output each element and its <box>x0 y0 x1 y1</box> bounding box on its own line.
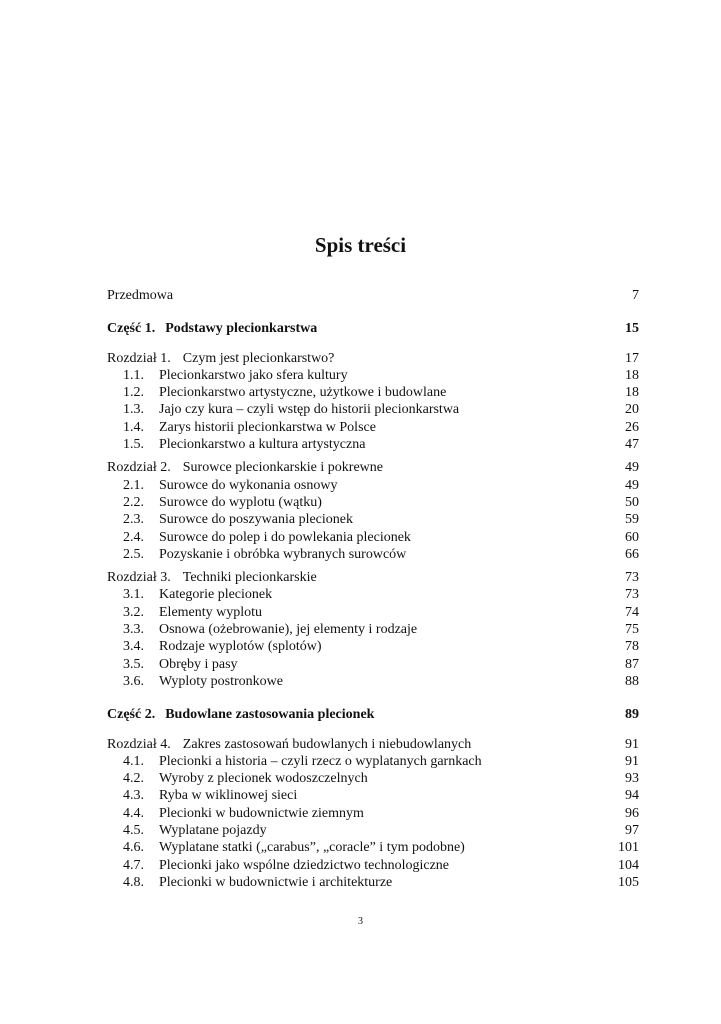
toc-entry-label: Surowce do poszywania plecionek <box>159 512 353 528</box>
toc-entry-number: 1.1. <box>123 367 144 383</box>
toc-entry-number: Rozdział 2. <box>107 460 171 476</box>
toc-entry-number: 1.2. <box>123 385 144 401</box>
toc-entry-label: Surowce plecionkarskie i pokrewne <box>182 460 383 476</box>
toc-entry-page: 17 <box>625 350 639 366</box>
toc-entry-chap[interactable] <box>107 459 639 476</box>
toc-entry-label: Plecionki w budownictwie i architekturze <box>159 874 393 890</box>
toc-entry-label: Wyplatane statki („carabus”, „coracle” i tym podobne) <box>159 840 465 856</box>
toc-entry-label: Plecionki a historia – czyli rzecz o wyplatanych garnkach <box>159 753 482 769</box>
toc-entry-number: Rozdział 3. <box>107 570 171 586</box>
toc-entry-plain[interactable] <box>107 287 639 304</box>
toc-entry-sec[interactable] <box>107 529 639 546</box>
toc-entry-page: 87 <box>625 656 639 672</box>
toc-entry-page: 97 <box>625 823 639 839</box>
toc-entry-label: Plecionkarstwo a kultura artystyczna <box>159 437 366 453</box>
toc-entry-number: 4.6. <box>123 840 144 856</box>
toc-entry-page: 73 <box>625 570 639 586</box>
toc-entry-sec[interactable] <box>107 787 639 804</box>
toc-entry-number: Część 2. <box>107 707 156 723</box>
toc-entry-page: 60 <box>625 529 639 545</box>
toc-entry-page: 91 <box>625 736 639 752</box>
toc-entry-label: Wyplatane pojazdy <box>159 823 267 839</box>
toc-entry-number: 3.4. <box>123 639 144 655</box>
toc-entry-sec[interactable] <box>107 494 639 511</box>
toc-entry-sec[interactable] <box>107 367 639 384</box>
toc-entry-sec[interactable] <box>107 753 639 770</box>
toc-entry-page: 47 <box>625 437 639 453</box>
toc-entry-number: 2.4. <box>123 529 144 545</box>
toc-entry-number: 1.4. <box>123 419 144 435</box>
toc-entry-sec[interactable] <box>107 638 639 655</box>
toc-entry-label: Surowce do polep i do powlekania plecionek <box>159 529 411 545</box>
toc-entry-sec[interactable] <box>107 546 639 563</box>
toc-entry-page: 89 <box>625 707 639 723</box>
page-number: 3 <box>358 916 363 927</box>
toc-entry-number: 4.7. <box>123 857 144 873</box>
toc-entry-page: 75 <box>625 622 639 638</box>
toc-entry-sec[interactable] <box>107 822 639 839</box>
toc-entry-sec[interactable] <box>107 384 639 401</box>
toc-entry-number: 2.1. <box>123 477 144 493</box>
toc-entry-sec[interactable] <box>107 673 639 690</box>
toc-entry-page: 73 <box>625 587 639 603</box>
toc-entry-sec[interactable] <box>107 604 639 621</box>
toc-entry-number: 2.2. <box>123 494 144 510</box>
toc-entry-sec[interactable] <box>107 621 639 638</box>
toc-entry-sec[interactable] <box>107 419 639 436</box>
toc-entry-chap[interactable] <box>107 736 639 753</box>
toc-entry-page: 96 <box>625 805 639 821</box>
toc-entry-label: Wyploty postronkowe <box>159 673 283 689</box>
toc-entry-page: 7 <box>632 288 639 303</box>
toc-entry-part[interactable] <box>107 320 639 337</box>
toc-entry-number: 4.8. <box>123 874 144 890</box>
toc-entry-number: 3.3. <box>123 622 144 638</box>
toc-entry-number: 4.4. <box>123 805 144 821</box>
toc-entry-sec[interactable] <box>107 586 639 603</box>
toc-entry-page: 18 <box>625 385 639 401</box>
toc-spacer <box>107 304 639 320</box>
toc-entry-sec[interactable] <box>107 874 639 891</box>
toc-entry-chap[interactable] <box>107 569 639 586</box>
toc-entry-label: Pozyskanie i obróbka wybranych surowców <box>159 546 407 562</box>
toc-spacer <box>107 724 639 736</box>
toc-entry-label: Ryba w wiklinowej sieci <box>159 788 298 804</box>
toc-entry-number: 1.5. <box>123 437 144 453</box>
toc-entry-page: 20 <box>625 402 639 418</box>
toc-entry-label: Plecionki w budownictwie ziemnym <box>159 805 364 821</box>
toc-entry-page: 78 <box>625 639 639 655</box>
toc-entry-page: 88 <box>625 673 639 689</box>
page-title: Spis treści <box>314 233 407 257</box>
toc-entry-page: 105 <box>618 874 639 890</box>
toc-entry-number: Część 1. <box>107 321 156 337</box>
toc-entry-label: Rodzaje wyplotów (splotów) <box>159 639 322 655</box>
toc-entry-page: 94 <box>625 788 639 804</box>
toc-entry-page: 74 <box>625 604 639 620</box>
toc-entry-label: Osnowa (ożebrowanie), jej elementy i rodzaje <box>159 622 418 638</box>
toc-entry-page: 93 <box>625 771 639 787</box>
toc-entry-label: Plecionkarstwo jako sfera kultury <box>159 367 348 383</box>
toc-entry-page: 50 <box>625 494 639 510</box>
toc-entry-number: 3.6. <box>123 673 144 689</box>
toc-entry-page: 91 <box>625 753 639 769</box>
toc-entry-number: 4.1. <box>123 753 144 769</box>
toc-spacer <box>107 690 639 706</box>
toc-entry-number: 4.3. <box>123 788 144 804</box>
toc-entry-label: Surowce do wyplotu (wątku) <box>159 494 322 510</box>
toc-entry-number: 3.5. <box>123 656 144 672</box>
toc-entry-number: 2.5. <box>123 546 144 562</box>
toc-entry-label: Zakres zastosowań budowlanych i niebudowlanych <box>182 736 472 752</box>
toc-entry-number: 3.1. <box>123 587 144 603</box>
toc-entry-page: 104 <box>618 857 639 873</box>
toc-entry-sec[interactable] <box>107 656 639 673</box>
toc-entry-sec[interactable] <box>107 436 639 453</box>
toc-entry-label: Przedmowa <box>107 288 174 303</box>
toc-entry-page: 18 <box>625 367 639 383</box>
toc-entry-label: Wyroby z plecionek wodoszczelnych <box>159 771 368 787</box>
toc-entry-page: 59 <box>625 512 639 528</box>
toc-entry-number: 4.5. <box>123 823 144 839</box>
toc-entry-label: Obręby i pasy <box>159 656 238 672</box>
toc-entry-page: 15 <box>625 321 639 337</box>
toc-entry-number: 1.3. <box>123 402 144 418</box>
toc-entry-label: Surowce do wykonania osnowy <box>159 477 338 493</box>
toc-entry-page: 26 <box>625 419 639 435</box>
toc-entry-sec[interactable] <box>107 511 639 528</box>
toc-entry-part[interactable] <box>107 706 639 723</box>
toc-entry-number: Rozdział 1. <box>107 350 171 366</box>
toc-entry-sec[interactable] <box>107 839 639 856</box>
toc-spacer <box>107 338 639 350</box>
toc-entry-label: Plecionki jako wspólne dziedzictwo technologiczne <box>159 857 450 873</box>
toc-entry-label: Budowlane zastosowania plecionek <box>165 707 375 723</box>
toc-entry-number: Rozdział 4. <box>107 736 171 752</box>
toc-entry-chap[interactable] <box>107 350 639 367</box>
toc-entry-label: Elementy wyplotu <box>159 604 263 620</box>
toc-entry-sec[interactable] <box>107 770 639 787</box>
toc-entry-page: 49 <box>625 477 639 493</box>
toc-entry-number: 4.2. <box>123 771 144 787</box>
toc-entry-page: 66 <box>625 546 639 562</box>
toc-entry-sec[interactable] <box>107 857 639 874</box>
toc-entry-sec[interactable] <box>107 401 639 418</box>
toc-entry-label: Podstawy plecionkarstwa <box>165 321 318 337</box>
toc-entry-label: Jajo czy kura – czyli wstęp do historii plecionkarstwa <box>159 402 460 418</box>
toc-entry-label: Czym jest plecionkarstwo? <box>182 350 335 366</box>
toc-entry-number: 3.2. <box>123 604 144 620</box>
toc-entry-label: Zarys historii plecionkarstwa w Polsce <box>159 419 376 435</box>
toc-entry-label: Plecionkarstwo artystyczne, użytkowe i budowlane <box>159 385 447 401</box>
toc-entry-label: Kategorie plecionek <box>159 587 273 603</box>
toc-entry-sec[interactable] <box>107 477 639 494</box>
toc-entry-sec[interactable] <box>107 805 639 822</box>
toc-entry-page: 49 <box>625 460 639 476</box>
toc-entry-number: 2.3. <box>123 512 144 528</box>
toc-entry-page: 101 <box>618 840 639 856</box>
table-of-contents <box>107 287 639 891</box>
toc-entry-label: Techniki plecionkarskie <box>182 570 317 586</box>
